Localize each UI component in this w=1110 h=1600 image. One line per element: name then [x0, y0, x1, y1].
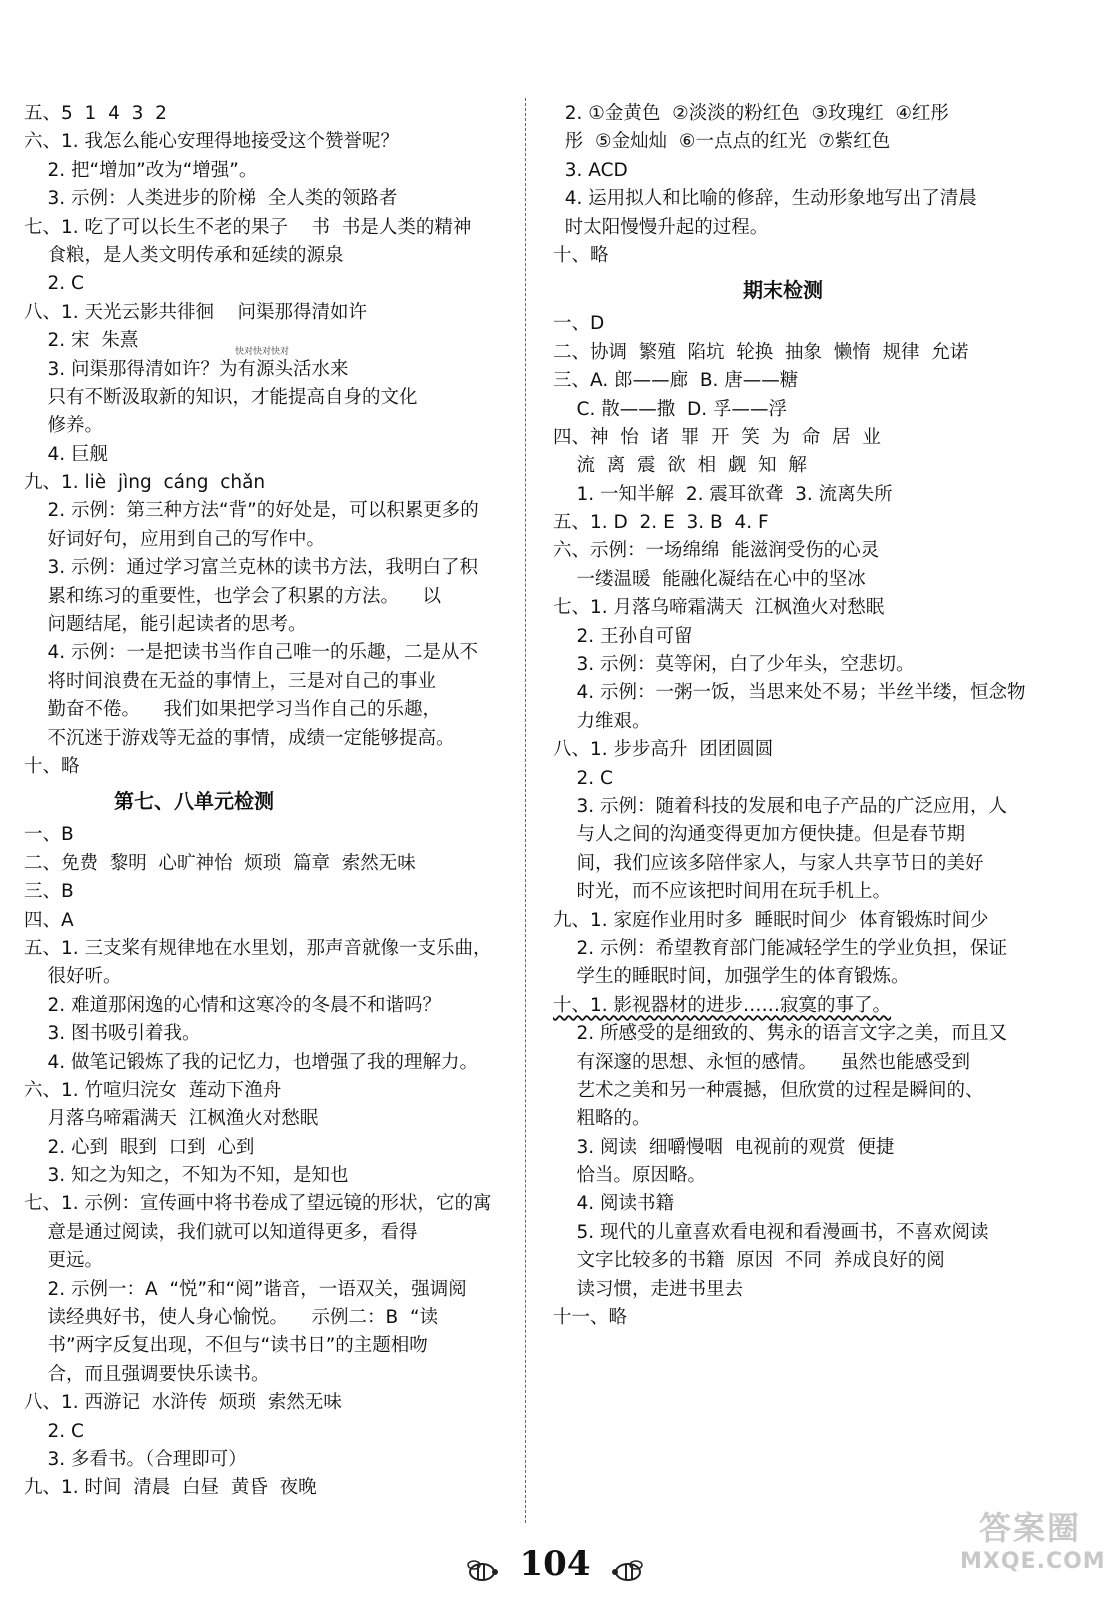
- answer-line: 4. 示例：一粥一饭，当思来处不易；半丝半缕，恒念物: [553, 682, 1026, 704]
- answer-line: 好词好句，应用到自己的写作中。: [24, 528, 326, 550]
- answer-line: 2. 宋 朱熹: [24, 330, 139, 352]
- answer-line: 问题结尾，能引起读者的思考。: [24, 614, 307, 636]
- answer-line: 流 离 震 欲 相 觑 知 解: [553, 455, 807, 477]
- answer-line: 2. 难道那闲逸的心情和这寒冷的冬晨不和谐吗？: [24, 994, 442, 1016]
- answer-line: 4. 巨舰: [24, 443, 109, 465]
- column-divider: [525, 98, 526, 1523]
- answer-line: C. 散——撒 D. 孚——浮: [553, 398, 787, 420]
- answer-line: 七、1. 吃了可以长生不老的果子 书 书是人类的精神: [24, 216, 472, 238]
- bee-right-icon: [610, 1560, 650, 1582]
- answer-line: 二、免费 黎明 心旷神怡 烦琐 篇章 索然无味: [24, 852, 416, 874]
- answer-line: 三、A. 郎——廊 B. 唐——糖: [553, 370, 799, 392]
- answer-line: 六、1. 我怎么能心安理得地接受这个赞誉呢？: [24, 131, 400, 153]
- answer-line: 累和练习的重要性，也学会了积累的方法。 以: [24, 585, 442, 607]
- answer-line: 4. 做笔记锻炼了我的记忆力，也增强了我的理解力。: [24, 1051, 479, 1073]
- watermark-url: MXQE.COM: [960, 1549, 1106, 1574]
- answer-line: 九、1. 家庭作业用时多 睡眠时间少 体育锻炼时间少: [553, 909, 989, 931]
- answer-line: 4. 示例：一是把读书当作自己唯一的乐趣，二是从不: [24, 642, 479, 664]
- answer-line: 九、1. 时间 清晨 白昼 黄昏 夜晚: [24, 1477, 317, 1499]
- section-title-unit-7-8: 第七、八单元检测: [114, 789, 274, 814]
- answer-line: 4. 运用拟人和比喻的修辞，生动形象地写出了清晨: [553, 188, 977, 210]
- answer-line: 3. 知之为知之，不知为不知，是知也: [24, 1165, 349, 1187]
- answer-line: 与人之间的沟通变得更加方便快捷。但是春节期: [553, 824, 966, 846]
- answer-line: 一缕温暖 能融化凝结在心中的坚冰: [553, 568, 866, 590]
- section-title-final-exam: 期末检测: [743, 278, 823, 303]
- answer-line: 2. 所感受的是细致的、隽永的语言文字之美，而且又: [553, 1023, 1008, 1045]
- right-answers-final-exam: [553, 310, 1093, 991]
- answer-line: 七、1. 示例：宣传画中将书卷成了望远镜的形状，它的寓: [24, 1193, 492, 1215]
- left-column: [24, 100, 504, 1503]
- answer-line: 2. 示例：希望教育部门能减轻学生的学业负担，保证: [553, 937, 1008, 959]
- handwritten-note: 快对快对快对: [235, 347, 290, 357]
- answer-line: 六、示例：一场绵绵 能滋润受伤的心灵: [553, 540, 880, 562]
- right-answers-top: [553, 100, 1093, 270]
- answer-line: 2. ①金黄色 ②淡淡的粉红色 ③玫瑰红 ④红彤: [553, 103, 949, 124]
- answer-line: 3. 示例：通过学习富兰克林的读书方法，我明白了积: [24, 557, 479, 579]
- answer-line: 5. 现代的儿童喜欢看电视和看漫画书，不喜欢阅读: [553, 1221, 989, 1243]
- answer-line: 读经典好书，使人身心愉悦。 示例二：B “读: [24, 1307, 439, 1329]
- answer-line: 书”两字反复出现，不但与“读书日”的主题相吻: [24, 1335, 428, 1357]
- answer-line: 八、1. 西游记 水浒传 烦琐 索然无味: [24, 1392, 342, 1414]
- answer-line: 恰当。原因略。: [553, 1165, 707, 1187]
- left-answers-unit-end: [24, 100, 504, 781]
- answer-line: 不沉迷于游戏等无益的事情，成绩一定能够提高。: [24, 727, 455, 749]
- answer-line: 读习惯，走进书里去: [553, 1278, 744, 1300]
- answer-line: 十一、略: [553, 1307, 628, 1329]
- answer-line: 力维艰。: [553, 710, 651, 732]
- page-footer: [0, 1540, 1110, 1588]
- answer-line: 很好听。: [24, 966, 122, 988]
- answer-line: 2. 心到 眼到 口到 心到: [24, 1136, 255, 1158]
- answer-line: 十、略: [24, 755, 80, 777]
- answer-line: 一、B: [24, 824, 74, 846]
- answer-line: 六、1. 竹喧归浣女 莲动下渔舟: [24, 1079, 282, 1101]
- answer-line: 四、A: [24, 909, 74, 931]
- answer-line: 时光，而不应该把时间用在玩手机上。: [553, 881, 892, 903]
- answer-line: 2. C: [24, 273, 84, 295]
- answer-line: 间，我们应该多陪伴家人，与家人共享节日的美好: [553, 852, 984, 874]
- answer-line: 时太阳慢慢升起的过程。: [553, 216, 769, 238]
- site-watermark: [960, 1508, 1106, 1588]
- answer-line: 三、B: [24, 881, 74, 903]
- answer-line: 3. 图书吸引着我。: [24, 1023, 201, 1045]
- bee-left-icon: [460, 1560, 500, 1582]
- answer-line: 勤奋不倦。 我们如果把学习当作自己的乐趣，: [24, 699, 442, 721]
- answer-line: 3. 多看书。（合理即可）: [24, 1448, 247, 1470]
- answer-line: 文字比较多的书籍 原因 不同 养成良好的阅: [553, 1250, 945, 1272]
- answer-line: 月落乌啼霜满天 江枫渔火对愁眠: [24, 1108, 319, 1130]
- answer-line: 合，而且强调要快乐读书。: [24, 1363, 270, 1385]
- answer-line: 七、1. 月落乌啼霜满天 江枫渔火对愁眠: [553, 597, 885, 619]
- answer-line: 3. 示例：莫等闲，白了少年头，空悲切。: [553, 654, 915, 676]
- answer-line: 2. 示例：第三种方法“背”的好处是，可以积累更多的: [24, 500, 479, 522]
- page-number: 104: [519, 1544, 591, 1584]
- answer-line: 食粮，是人类文明传承和延续的源泉: [24, 244, 344, 266]
- answer-line: 艺术之美和另一种震撼，但欣赏的过程是瞬间的、: [553, 1079, 984, 1101]
- answer-line: 1. 一知半解 2. 震耳欲聋 3. 流离失所: [553, 483, 893, 505]
- answer-line: 十、略: [553, 244, 609, 266]
- answer-line: 更远。: [24, 1250, 104, 1272]
- answer-line: 2. C: [553, 767, 613, 789]
- answer-line: 3. 问渠那得清如许？为有源头活水来: [24, 358, 349, 380]
- answer-line: 五、1. D 2. E 3. B 4. F: [553, 512, 769, 534]
- answer-line: 将时间浪费在无益的事情上，三是对自己的事业: [24, 670, 437, 692]
- answer-line: 一、D: [553, 313, 605, 335]
- underlined-answer-line: 十、1. 影视器材的进步……寂寞的事了。: [553, 994, 892, 1016]
- answer-line: 意是通过阅读，我们就可以知道得更多，看得: [24, 1221, 418, 1243]
- right-column: [553, 100, 1093, 1332]
- answer-line: 只有不断汲取新的知识，才能提高自身的文化: [24, 386, 418, 408]
- answer-line: 3. ACD: [553, 159, 628, 181]
- answer-line: 2. C: [24, 1420, 84, 1442]
- answer-line: 有深邃的思想、永恒的感情。 虽然也能感受到: [553, 1051, 971, 1073]
- answer-line: 九、1. liè jìng cáng chǎn: [24, 472, 266, 494]
- answer-line: 五、5 1 4 3 2: [24, 103, 167, 124]
- left-answers-unit-7-8: [24, 821, 504, 1502]
- right-answers-final-exam-cont: [553, 1020, 1093, 1332]
- answer-line: 2. 王孙自可留: [553, 625, 693, 647]
- answer-line: 4. 阅读书籍: [553, 1193, 675, 1215]
- answer-line: 五、1. 三支桨有规律地在水里划，那声音就像一支乐曲，: [24, 937, 492, 959]
- answer-line: 八、1. 步步高升 团团圆圆: [553, 739, 774, 761]
- answer-line: 3. 阅读 细嚼慢咽 电视前的观赏 便捷: [553, 1136, 895, 1158]
- answer-line: 粗略的。: [553, 1108, 651, 1130]
- answer-line: 3. 示例：人类进步的阶梯 全人类的领路者: [24, 188, 398, 210]
- answer-line: 二、协调 繁殖 陷坑 轮换 抽象 懒惰 规律 允诺: [553, 341, 969, 363]
- answer-line: 3. 示例：随着科技的发展和电子产品的广泛应用，人: [553, 795, 1008, 817]
- answer-line: 彤 ⑤金灿灿 ⑥一点点的红光 ⑦紫红色: [553, 131, 891, 153]
- answer-line: 2. 示例一：A “悦”和“阅”谐音，一语双关，强调阅: [24, 1278, 467, 1300]
- answer-line: 四、神 怡 诸 罪 开 笑 为 命 居 业: [553, 426, 881, 448]
- answer-line: 学生的睡眠时间，加强学生的体育锻炼。: [553, 966, 910, 988]
- answer-line: 修养。: [24, 415, 104, 437]
- answer-line: 2. 把“增加”改为“增强”。: [24, 159, 258, 181]
- watermark-title: 答案圈: [978, 1509, 1081, 1547]
- answer-line: 八、1. 天光云影共徘徊 问渠那得清如许: [24, 301, 368, 323]
